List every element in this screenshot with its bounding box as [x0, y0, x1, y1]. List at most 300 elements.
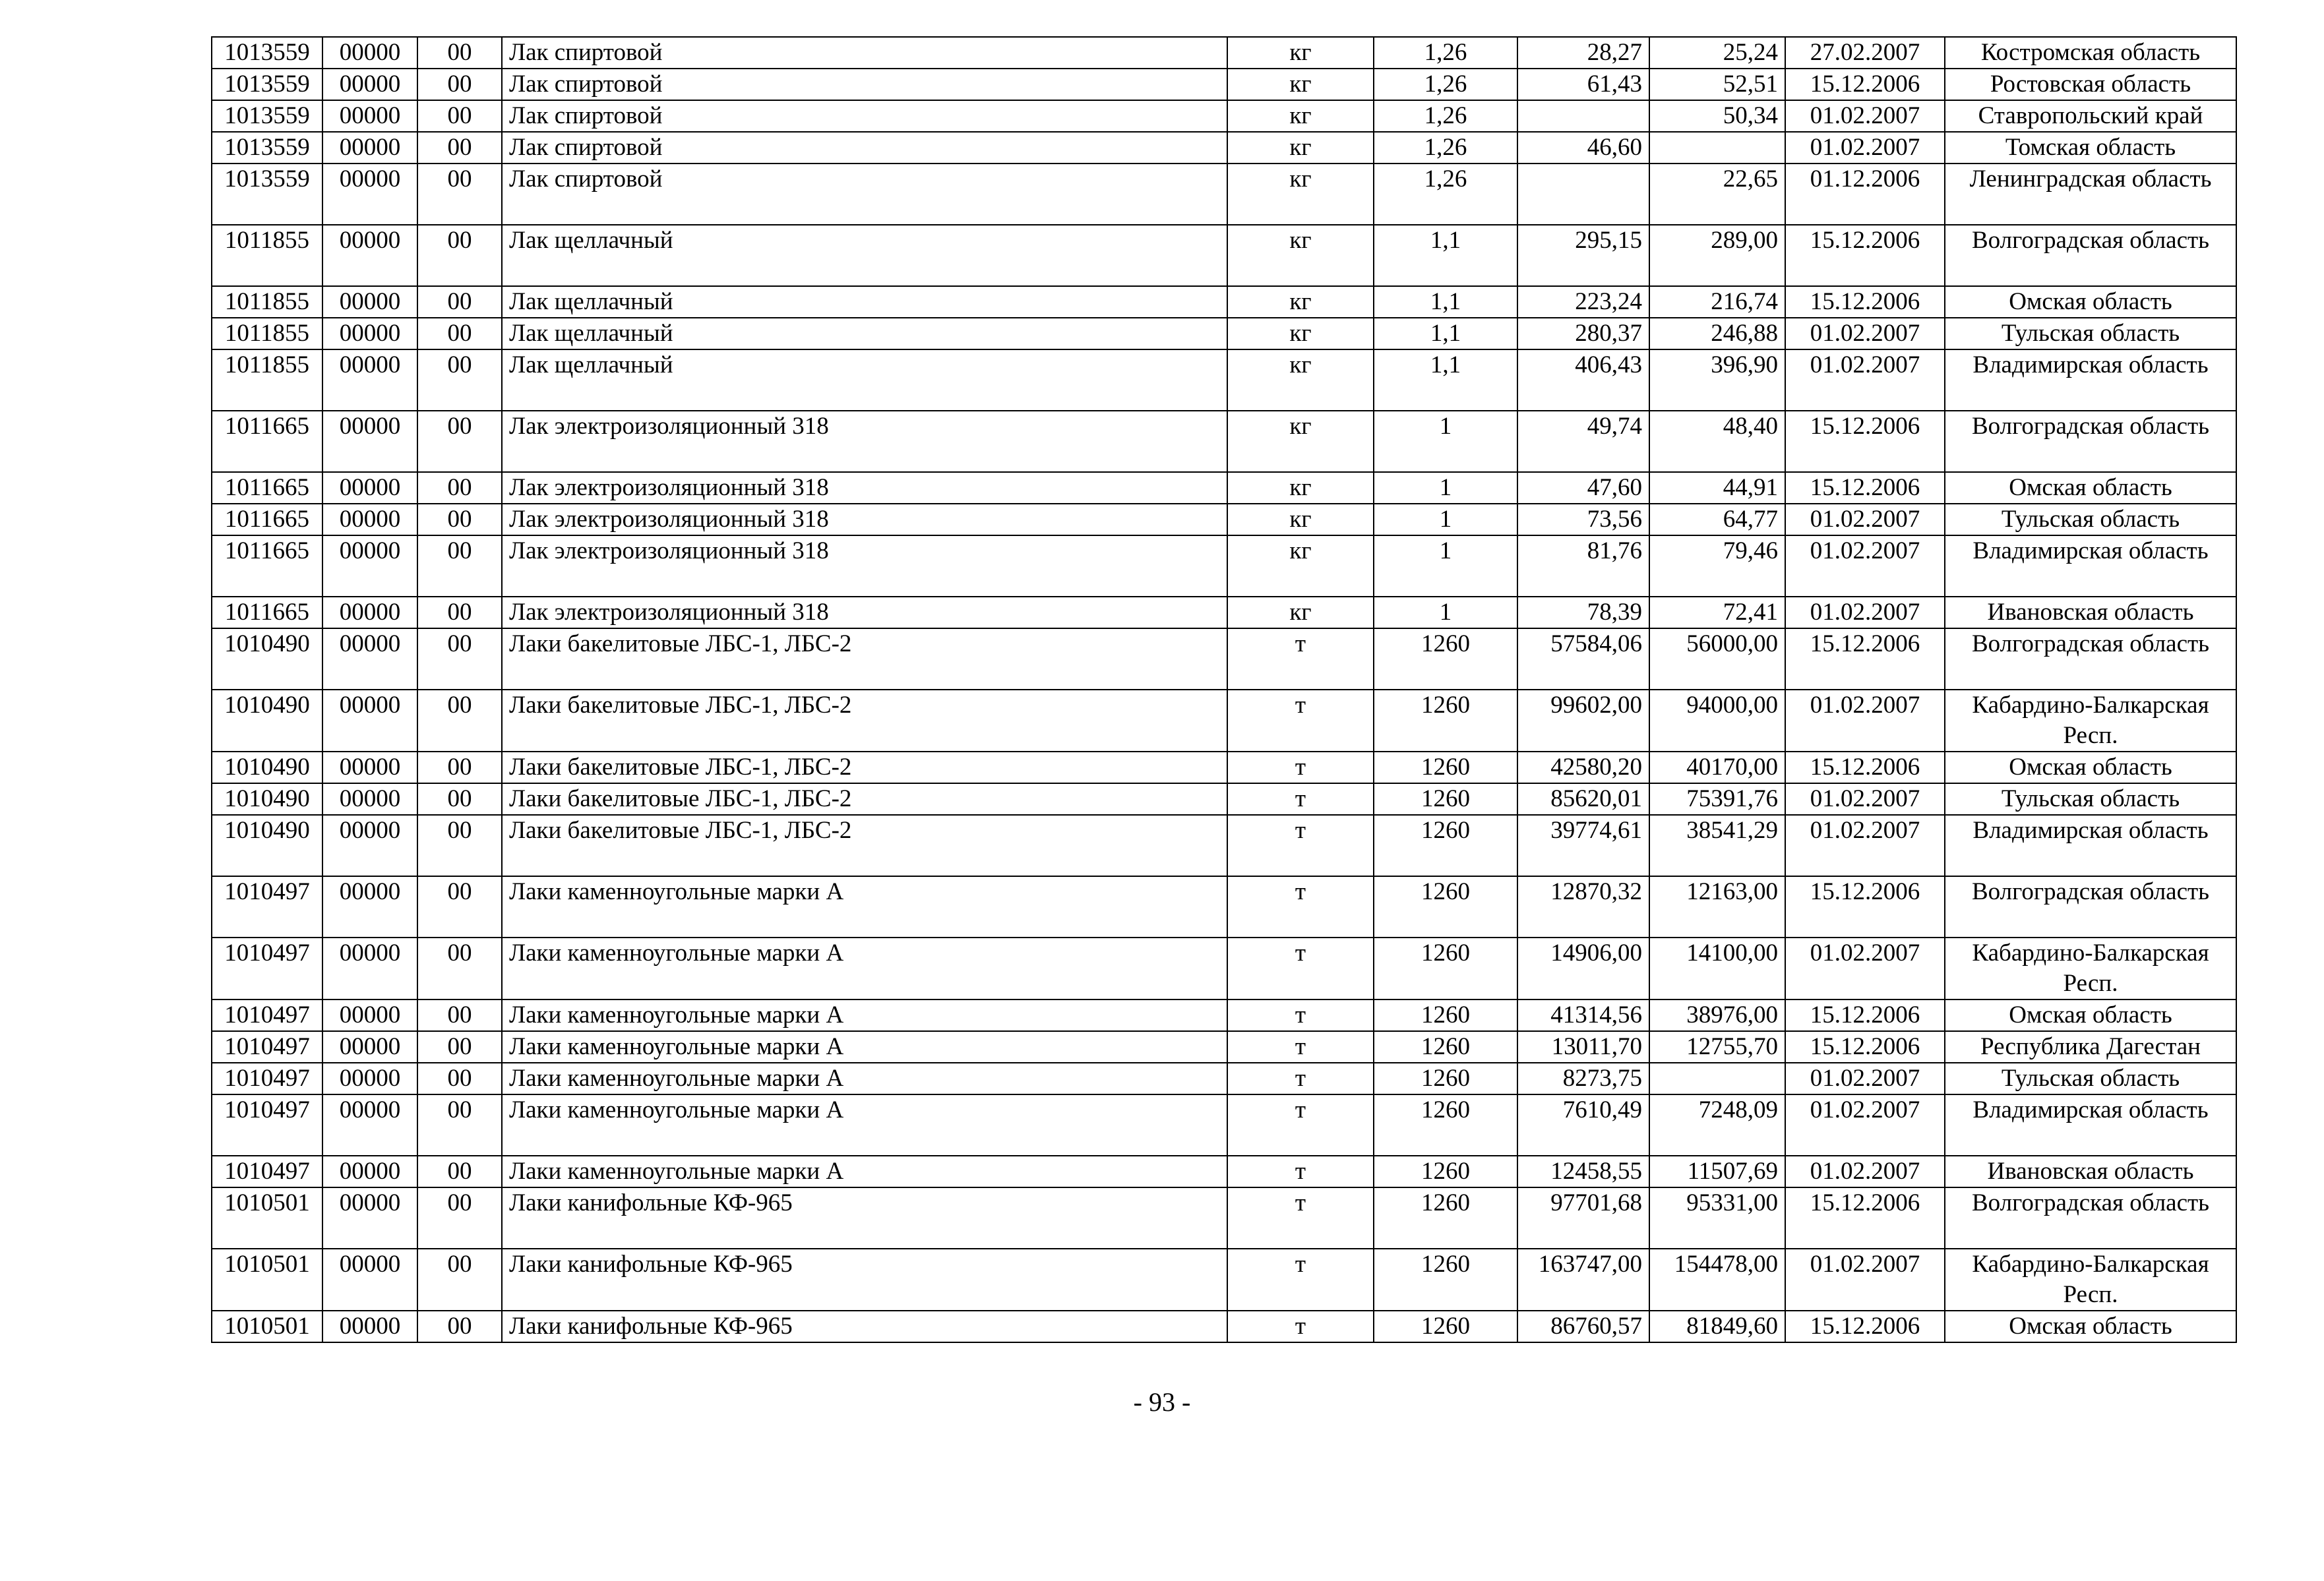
cell-unit: кг — [1227, 100, 1374, 132]
cell-item-code: 1010501 — [212, 1311, 322, 1342]
cell-index-code: 00 — [417, 1156, 502, 1187]
cell-date: 15.12.2006 — [1785, 1187, 1945, 1249]
cell-price-2: 75391,76 — [1649, 783, 1785, 815]
cell-item-code: 1010497 — [212, 1063, 322, 1094]
table-row — [212, 752, 2236, 783]
cell-coefficient: 1260 — [1374, 999, 1517, 1031]
cell-date: 15.12.2006 — [1785, 999, 1945, 1031]
cell-coefficient: 1260 — [1374, 1094, 1517, 1156]
page-number: - 93 - — [1133, 1387, 1191, 1417]
cell-region: Омская область — [1945, 999, 2236, 1031]
cell-item-code: 1013559 — [212, 100, 322, 132]
cell-price-1: 78,39 — [1517, 597, 1649, 628]
cell-region: Волгоградская область — [1945, 628, 2236, 690]
cell-date: 01.02.2007 — [1785, 132, 1945, 164]
cell-date: 15.12.2006 — [1785, 225, 1945, 286]
cell-price-2: 12163,00 — [1649, 876, 1785, 938]
cell-coefficient: 1,1 — [1374, 349, 1517, 411]
table-row — [212, 815, 2236, 876]
cell-price-2: 289,00 — [1649, 225, 1785, 286]
cell-sub-code: 00000 — [322, 225, 417, 286]
cell-date: 15.12.2006 — [1785, 752, 1945, 783]
cell-price-2: 50,34 — [1649, 100, 1785, 132]
cell-sub-code: 00000 — [322, 938, 417, 999]
table-row — [212, 535, 2236, 597]
cell-unit: т — [1227, 1249, 1374, 1311]
cell-region: Ивановская область — [1945, 597, 2236, 628]
cell-region: Владимирская область — [1945, 1094, 2236, 1156]
cell-coefficient: 1 — [1374, 504, 1517, 535]
cell-sub-code: 00000 — [322, 349, 417, 411]
table-row — [212, 1249, 2236, 1311]
cell-price-2: 38976,00 — [1649, 999, 1785, 1031]
cell-item-code: 1010497 — [212, 1156, 322, 1187]
cell-coefficient: 1,1 — [1374, 286, 1517, 318]
cell-coefficient: 1260 — [1374, 752, 1517, 783]
cell-date: 01.02.2007 — [1785, 535, 1945, 597]
cell-index-code: 00 — [417, 815, 502, 876]
cell-index-code: 00 — [417, 1249, 502, 1311]
cell-item-name: Лаки бакелитовые ЛБС-1, ЛБС-2 — [502, 690, 1227, 752]
table-row — [212, 1156, 2236, 1187]
cell-item-code: 1013559 — [212, 37, 322, 69]
cell-region: Владимирская область — [1945, 815, 2236, 876]
cell-region: Волгоградская область — [1945, 876, 2236, 938]
cell-region: Тульская область — [1945, 1063, 2236, 1094]
cell-index-code: 00 — [417, 1031, 502, 1063]
cell-price-1: 406,43 — [1517, 349, 1649, 411]
cell-price-1: 57584,06 — [1517, 628, 1649, 690]
cell-price-1: 73,56 — [1517, 504, 1649, 535]
cell-price-2: 7248,09 — [1649, 1094, 1785, 1156]
cell-date: 15.12.2006 — [1785, 411, 1945, 472]
cell-index-code: 00 — [417, 225, 502, 286]
table-row — [212, 1063, 2236, 1094]
cell-item-code: 1011855 — [212, 225, 322, 286]
cell-sub-code: 00000 — [322, 69, 417, 100]
cell-sub-code: 00000 — [322, 132, 417, 164]
cell-item-code: 1013559 — [212, 132, 322, 164]
cell-region: Владимирская область — [1945, 535, 2236, 597]
cell-region: Волгоградская область — [1945, 225, 2236, 286]
cell-price-1: 163747,00 — [1517, 1249, 1649, 1311]
cell-sub-code: 00000 — [322, 815, 417, 876]
cell-price-1 — [1517, 100, 1649, 132]
cell-date: 27.02.2007 — [1785, 37, 1945, 69]
cell-coefficient: 1 — [1374, 411, 1517, 472]
cell-price-1: 99602,00 — [1517, 690, 1649, 752]
cell-index-code: 00 — [417, 783, 502, 815]
cell-sub-code: 00000 — [322, 1063, 417, 1094]
cell-item-name: Лак спиртовой — [502, 69, 1227, 100]
cell-sub-code: 00000 — [322, 286, 417, 318]
cell-item-code: 1010490 — [212, 752, 322, 783]
cell-unit: кг — [1227, 318, 1374, 349]
cell-region: Республика Дагестан — [1945, 1031, 2236, 1063]
cell-price-2: 48,40 — [1649, 411, 1785, 472]
cell-unit: кг — [1227, 37, 1374, 69]
cell-unit: кг — [1227, 349, 1374, 411]
cell-price-1: 39774,61 — [1517, 815, 1649, 876]
cell-item-name: Лаки канифольные КФ-965 — [502, 1187, 1227, 1249]
cell-item-code: 1010497 — [212, 1031, 322, 1063]
cell-item-code: 1013559 — [212, 164, 322, 225]
table-row — [212, 349, 2236, 411]
cell-sub-code: 00000 — [322, 164, 417, 225]
cell-item-code: 1011855 — [212, 318, 322, 349]
cell-item-code: 1011665 — [212, 504, 322, 535]
cell-price-2: 216,74 — [1649, 286, 1785, 318]
cell-price-2: 38541,29 — [1649, 815, 1785, 876]
cell-item-code: 1011665 — [212, 411, 322, 472]
cell-price-2: 25,24 — [1649, 37, 1785, 69]
cell-index-code: 00 — [417, 1063, 502, 1094]
cell-item-name: Лак спиртовой — [502, 132, 1227, 164]
cell-item-name: Лак щеллачный — [502, 225, 1227, 286]
cell-region: Ростовская область — [1945, 69, 2236, 100]
cell-item-name: Лаки каменноугольные марки А — [502, 1094, 1227, 1156]
cell-unit: т — [1227, 690, 1374, 752]
cell-item-name: Лаки бакелитовые ЛБС-1, ЛБС-2 — [502, 815, 1227, 876]
cell-sub-code: 00000 — [322, 1094, 417, 1156]
cell-unit: кг — [1227, 597, 1374, 628]
cell-item-name: Лаки каменноугольные марки А — [502, 876, 1227, 938]
cell-item-name: Лак электроизоляционный 318 — [502, 597, 1227, 628]
cell-coefficient: 1260 — [1374, 628, 1517, 690]
cell-unit: кг — [1227, 286, 1374, 318]
cell-item-code: 1010490 — [212, 783, 322, 815]
cell-price-2 — [1649, 132, 1785, 164]
cell-sub-code: 00000 — [322, 1187, 417, 1249]
table-row — [212, 100, 2236, 132]
cell-unit: т — [1227, 1311, 1374, 1342]
cell-item-name: Лаки каменноугольные марки А — [502, 1063, 1227, 1094]
cell-unit: кг — [1227, 132, 1374, 164]
cell-date: 01.02.2007 — [1785, 1063, 1945, 1094]
cell-item-name: Лак спиртовой — [502, 100, 1227, 132]
cell-price-1: 42580,20 — [1517, 752, 1649, 783]
cell-index-code: 00 — [417, 690, 502, 752]
cell-index-code: 00 — [417, 1311, 502, 1342]
cell-coefficient: 1260 — [1374, 938, 1517, 999]
cell-price-1: 223,24 — [1517, 286, 1649, 318]
cell-date: 01.02.2007 — [1785, 938, 1945, 999]
cell-coefficient: 1260 — [1374, 1249, 1517, 1311]
cell-date: 15.12.2006 — [1785, 69, 1945, 100]
cell-coefficient: 1,26 — [1374, 164, 1517, 225]
cell-price-1: 28,27 — [1517, 37, 1649, 69]
table-row — [212, 628, 2236, 690]
cell-coefficient: 1,1 — [1374, 318, 1517, 349]
cell-item-name: Лак щеллачный — [502, 318, 1227, 349]
cell-unit: т — [1227, 815, 1374, 876]
cell-item-code: 1011665 — [212, 535, 322, 597]
cell-unit: кг — [1227, 535, 1374, 597]
cell-unit: т — [1227, 783, 1374, 815]
cell-price-2: 12755,70 — [1649, 1031, 1785, 1063]
cell-date: 01.02.2007 — [1785, 1249, 1945, 1311]
cell-price-2: 154478,00 — [1649, 1249, 1785, 1311]
cell-date: 01.02.2007 — [1785, 318, 1945, 349]
cell-region: Омская область — [1945, 286, 2236, 318]
table-row — [212, 876, 2236, 938]
cell-index-code: 00 — [417, 597, 502, 628]
cell-unit: т — [1227, 628, 1374, 690]
cell-sub-code: 00000 — [322, 472, 417, 504]
cell-price-1: 61,43 — [1517, 69, 1649, 100]
cell-item-code: 1010501 — [212, 1187, 322, 1249]
cell-date: 01.02.2007 — [1785, 504, 1945, 535]
cell-date: 15.12.2006 — [1785, 628, 1945, 690]
cell-region: Тульская область — [1945, 504, 2236, 535]
cell-unit: т — [1227, 752, 1374, 783]
cell-date: 01.02.2007 — [1785, 349, 1945, 411]
cell-index-code: 00 — [417, 318, 502, 349]
cell-price-1: 47,60 — [1517, 472, 1649, 504]
cell-region: Волгоградская область — [1945, 1187, 2236, 1249]
cell-index-code: 00 — [417, 349, 502, 411]
table-row — [212, 411, 2236, 472]
cell-sub-code: 00000 — [322, 999, 417, 1031]
table-row — [212, 504, 2236, 535]
price-table — [211, 36, 2237, 1343]
cell-unit: кг — [1227, 69, 1374, 100]
cell-coefficient: 1,26 — [1374, 132, 1517, 164]
cell-region: Омская область — [1945, 472, 2236, 504]
cell-price-2: 79,46 — [1649, 535, 1785, 597]
table-row — [212, 1094, 2236, 1156]
cell-sub-code: 00000 — [322, 535, 417, 597]
cell-region: Ставропольский край — [1945, 100, 2236, 132]
cell-sub-code: 00000 — [322, 1249, 417, 1311]
cell-index-code: 00 — [417, 286, 502, 318]
table-row — [212, 318, 2236, 349]
cell-price-1: 7610,49 — [1517, 1094, 1649, 1156]
cell-coefficient: 1260 — [1374, 1156, 1517, 1187]
cell-sub-code: 00000 — [322, 597, 417, 628]
cell-sub-code: 00000 — [322, 1031, 417, 1063]
cell-price-2: 52,51 — [1649, 69, 1785, 100]
cell-item-name: Лаки бакелитовые ЛБС-1, ЛБС-2 — [502, 752, 1227, 783]
table-row — [212, 69, 2236, 100]
cell-index-code: 00 — [417, 100, 502, 132]
cell-date: 01.12.2006 — [1785, 164, 1945, 225]
cell-price-2 — [1649, 1063, 1785, 1094]
cell-price-2: 246,88 — [1649, 318, 1785, 349]
cell-region: Ивановская область — [1945, 1156, 2236, 1187]
cell-date: 01.02.2007 — [1785, 783, 1945, 815]
cell-price-1: 12870,32 — [1517, 876, 1649, 938]
cell-coefficient: 1260 — [1374, 1311, 1517, 1342]
cell-price-1 — [1517, 164, 1649, 225]
cell-item-code: 1010497 — [212, 938, 322, 999]
cell-index-code: 00 — [417, 1094, 502, 1156]
cell-price-2: 94000,00 — [1649, 690, 1785, 752]
table-row — [212, 999, 2236, 1031]
cell-price-1: 8273,75 — [1517, 1063, 1649, 1094]
cell-date: 15.12.2006 — [1785, 1311, 1945, 1342]
cell-index-code: 00 — [417, 752, 502, 783]
cell-item-code: 1010497 — [212, 876, 322, 938]
cell-region: Костромская область — [1945, 37, 2236, 69]
cell-price-1: 41314,56 — [1517, 999, 1649, 1031]
table-body — [212, 37, 2236, 1342]
cell-item-name: Лак спиртовой — [502, 164, 1227, 225]
cell-price-2: 396,90 — [1649, 349, 1785, 411]
cell-sub-code: 00000 — [322, 1311, 417, 1342]
cell-region: Кабардино-Балкарская Респ. — [1945, 1249, 2236, 1311]
cell-region: Омская область — [1945, 1311, 2236, 1342]
cell-item-name: Лаки бакелитовые ЛБС-1, ЛБС-2 — [502, 628, 1227, 690]
cell-sub-code: 00000 — [322, 318, 417, 349]
cell-item-code: 1010490 — [212, 628, 322, 690]
cell-unit: т — [1227, 876, 1374, 938]
cell-region: Ленинградская область — [1945, 164, 2236, 225]
cell-price-1: 85620,01 — [1517, 783, 1649, 815]
cell-date: 01.02.2007 — [1785, 597, 1945, 628]
cell-price-1: 14906,00 — [1517, 938, 1649, 999]
table-row — [212, 225, 2236, 286]
cell-sub-code: 00000 — [322, 876, 417, 938]
cell-item-code: 1011665 — [212, 597, 322, 628]
cell-unit: т — [1227, 938, 1374, 999]
cell-price-2: 81849,60 — [1649, 1311, 1785, 1342]
cell-item-name: Лаки каменноугольные марки А — [502, 1031, 1227, 1063]
cell-item-code: 1011855 — [212, 286, 322, 318]
table-row — [212, 1187, 2236, 1249]
cell-region: Волгоградская область — [1945, 411, 2236, 472]
cell-sub-code: 00000 — [322, 628, 417, 690]
cell-sub-code: 00000 — [322, 783, 417, 815]
table-row — [212, 783, 2236, 815]
cell-item-name: Лак электроизоляционный 318 — [502, 504, 1227, 535]
cell-date: 01.02.2007 — [1785, 1156, 1945, 1187]
cell-index-code: 00 — [417, 164, 502, 225]
cell-unit: кг — [1227, 504, 1374, 535]
cell-price-2: 11507,69 — [1649, 1156, 1785, 1187]
table-row — [212, 690, 2236, 752]
cell-coefficient: 1,26 — [1374, 37, 1517, 69]
cell-coefficient: 1260 — [1374, 815, 1517, 876]
cell-index-code: 00 — [417, 37, 502, 69]
cell-coefficient: 1,26 — [1374, 69, 1517, 100]
cell-region: Омская область — [1945, 752, 2236, 783]
cell-index-code: 00 — [417, 1187, 502, 1249]
cell-item-name: Лаки каменноугольные марки А — [502, 938, 1227, 999]
cell-price-1: 13011,70 — [1517, 1031, 1649, 1063]
cell-price-2: 22,65 — [1649, 164, 1785, 225]
cell-index-code: 00 — [417, 628, 502, 690]
cell-item-name: Лаки каменноугольные марки А — [502, 999, 1227, 1031]
cell-index-code: 00 — [417, 411, 502, 472]
cell-price-1: 49,74 — [1517, 411, 1649, 472]
cell-date: 01.02.2007 — [1785, 100, 1945, 132]
table-row — [212, 132, 2236, 164]
cell-region: Томская область — [1945, 132, 2236, 164]
cell-date: 15.12.2006 — [1785, 876, 1945, 938]
cell-index-code: 00 — [417, 69, 502, 100]
cell-item-code: 1010497 — [212, 999, 322, 1031]
cell-unit: кг — [1227, 225, 1374, 286]
cell-price-2: 56000,00 — [1649, 628, 1785, 690]
cell-date: 15.12.2006 — [1785, 286, 1945, 318]
cell-date: 15.12.2006 — [1785, 1031, 1945, 1063]
cell-coefficient: 1,26 — [1374, 100, 1517, 132]
cell-price-1: 12458,55 — [1517, 1156, 1649, 1187]
cell-price-1: 46,60 — [1517, 132, 1649, 164]
cell-sub-code: 00000 — [322, 100, 417, 132]
cell-item-name: Лаки бакелитовые ЛБС-1, ЛБС-2 — [502, 783, 1227, 815]
cell-price-2: 64,77 — [1649, 504, 1785, 535]
cell-coefficient: 1260 — [1374, 1063, 1517, 1094]
cell-price-2: 72,41 — [1649, 597, 1785, 628]
cell-item-name: Лак электроизоляционный 318 — [502, 411, 1227, 472]
cell-price-1: 86760,57 — [1517, 1311, 1649, 1342]
table-row — [212, 472, 2236, 504]
cell-item-code: 1010490 — [212, 815, 322, 876]
cell-unit: т — [1227, 1094, 1374, 1156]
cell-index-code: 00 — [417, 876, 502, 938]
cell-date: 01.02.2007 — [1785, 815, 1945, 876]
cell-index-code: 00 — [417, 999, 502, 1031]
cell-region: Владимирская область — [1945, 349, 2236, 411]
cell-price-1: 280,37 — [1517, 318, 1649, 349]
cell-unit: кг — [1227, 472, 1374, 504]
cell-item-name: Лак щеллачный — [502, 349, 1227, 411]
cell-unit: кг — [1227, 164, 1374, 225]
cell-coefficient: 1260 — [1374, 1187, 1517, 1249]
cell-coefficient: 1260 — [1374, 876, 1517, 938]
cell-coefficient: 1260 — [1374, 783, 1517, 815]
cell-coefficient: 1 — [1374, 535, 1517, 597]
cell-unit: т — [1227, 1031, 1374, 1063]
cell-item-code: 1011665 — [212, 472, 322, 504]
cell-item-code: 1010497 — [212, 1094, 322, 1156]
cell-coefficient: 1260 — [1374, 1031, 1517, 1063]
cell-sub-code: 00000 — [322, 690, 417, 752]
cell-item-code: 1011855 — [212, 349, 322, 411]
cell-date: 01.02.2007 — [1785, 1094, 1945, 1156]
cell-coefficient: 1 — [1374, 597, 1517, 628]
cell-coefficient: 1260 — [1374, 690, 1517, 752]
table-row — [212, 286, 2236, 318]
cell-price-1: 81,76 — [1517, 535, 1649, 597]
cell-unit: т — [1227, 999, 1374, 1031]
cell-item-code: 1013559 — [212, 69, 322, 100]
cell-index-code: 00 — [417, 472, 502, 504]
cell-price-2: 44,91 — [1649, 472, 1785, 504]
cell-date: 15.12.2006 — [1785, 472, 1945, 504]
cell-sub-code: 00000 — [322, 504, 417, 535]
cell-region: Кабардино-Балкарская Респ. — [1945, 690, 2236, 752]
cell-unit: т — [1227, 1063, 1374, 1094]
cell-item-name: Лаки канифольные КФ-965 — [502, 1249, 1227, 1311]
cell-item-name: Лак щеллачный — [502, 286, 1227, 318]
table-row — [212, 164, 2236, 225]
cell-sub-code: 00000 — [322, 1156, 417, 1187]
cell-date: 01.02.2007 — [1785, 690, 1945, 752]
cell-index-code: 00 — [417, 504, 502, 535]
cell-sub-code: 00000 — [322, 37, 417, 69]
cell-item-code: 1010501 — [212, 1249, 322, 1311]
table-row — [212, 1311, 2236, 1342]
cell-item-name: Лаки канифольные КФ-965 — [502, 1311, 1227, 1342]
table-row — [212, 597, 2236, 628]
cell-item-name: Лак спиртовой — [502, 37, 1227, 69]
cell-sub-code: 00000 — [322, 752, 417, 783]
cell-index-code: 00 — [417, 535, 502, 597]
cell-item-code: 1010490 — [212, 690, 322, 752]
